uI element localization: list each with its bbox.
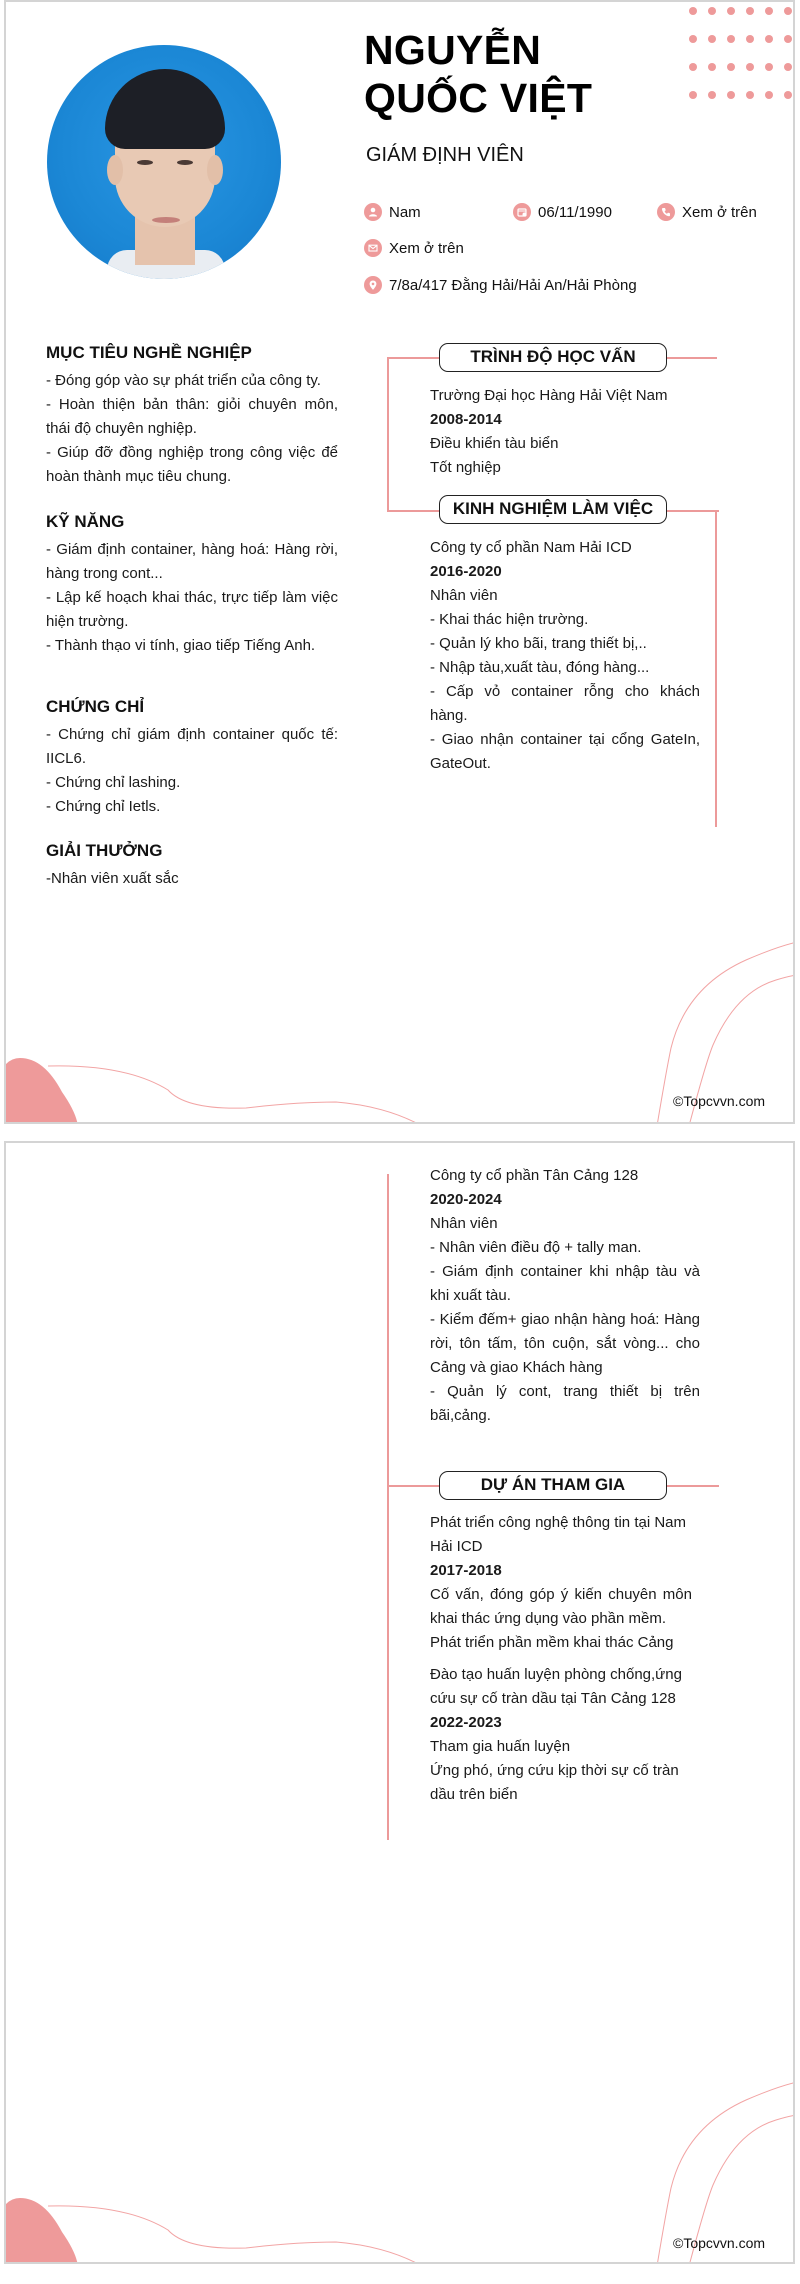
project-name: Đào tạo huấn luyện phòng chống,ứng cứu sự cố tràn dầu tại Tân Cảng 128 <box>430 1666 682 1707</box>
education-status: Tốt nghiệp <box>430 459 501 476</box>
cv-page-1 <box>4 0 795 1124</box>
job-duty: - Giám định container khi nhập tàu và khi xuất tàu. <box>430 1263 700 1304</box>
project-period: 2022-2023 <box>430 1714 502 1731</box>
objective-line: - Giúp đỡ đồng nghiệp trong công việc để hoàn thành mục tiêu chung. <box>46 444 338 485</box>
certificate-line: - Chứng chỉ lashing. <box>46 774 181 791</box>
contact-birthday: 06/11/1990 <box>513 203 612 221</box>
job-duty: - Khai thác hiện trường. <box>430 611 589 628</box>
project-role: Cố vấn, đóng góp ý kiến chuyên môn khai thác ứng dụng vào phần mềm. <box>430 1586 692 1627</box>
job-period: 2020-2024 <box>430 1191 502 1208</box>
contact-address: 7/8a/417 Đằng Hải/Hải An/Hải Phòng <box>364 276 637 294</box>
job-title: GIÁM ĐỊNH VIÊN <box>366 144 524 166</box>
skill-line: - Giám định container, hàng hoá: Hàng rời, hàng trong cont... <box>46 541 338 582</box>
education-period: 2008-2014 <box>430 411 502 428</box>
job-duty: - Cấp vỏ container rỗng cho khách hàng. <box>430 683 700 724</box>
experience-heading: KINH NGHIỆM LÀM VIỆC <box>439 495 667 524</box>
decorative-curves <box>6 1143 795 2264</box>
project-description: Ứng phó, ứng cứu kịp thời sự cố tràn dầu trên biển <box>430 1762 679 1803</box>
projects-heading: DỰ ÁN THAM GIA <box>439 1471 667 1500</box>
project-description: Phát triển phần mềm khai thác Cảng <box>430 1634 674 1651</box>
section-heading: KỸ NĂNG <box>46 512 125 531</box>
objective-line: - Đóng góp vào sự phát triển của công ty. <box>46 372 321 389</box>
project-period: 2017-2018 <box>430 1562 502 1579</box>
education-heading: TRÌNH ĐỘ HỌC VẤN <box>439 343 667 372</box>
section-heading: MỤC TIÊU NGHỀ NGHIỆP <box>46 343 252 362</box>
section-heading: GIẢI THƯỞNG <box>46 841 163 860</box>
education-major: Điều khiển tàu biển <box>430 435 559 452</box>
job-duty: - Kiểm đếm+ giao nhận hàng hoá: Hàng rời, tôn tấm, tôn cuộn, sắt vòng... cho Cảng và giao Khách hàng <box>430 1311 700 1376</box>
job-duty: - Quản lý kho bãi, trang thiết bị,.. <box>430 635 647 652</box>
decorative-curves <box>6 2 795 1124</box>
job-duty: - Quản lý cont, trang thiết bị trên bãi,cảng. <box>430 1383 700 1424</box>
job-position: Nhân viên <box>430 1215 498 1232</box>
skill-line: - Lập kế hoạch khai thác, trực tiếp làm việc hiện trường. <box>46 589 338 630</box>
candidate-name: NGUYỄN QUỐC VIỆT <box>364 27 593 121</box>
skill-line: - Thành thạo vi tính, giao tiếp Tiếng Anh. <box>46 637 316 654</box>
project-role: Tham gia huấn luyện <box>430 1738 571 1755</box>
objective-line: - Hoàn thiện bản thân: giỏi chuyên môn, thái độ chuyên nghiệp. <box>46 396 338 437</box>
award-line: -Nhân viên xuất sắc <box>46 870 179 887</box>
job-duty: - Nhập tàu,xuất tàu, đóng hàng... <box>430 659 650 676</box>
project-name: Phát triển công nghệ thông tin tại Nam Hải ICD <box>430 1514 686 1555</box>
job-duty: - Nhân viên điều độ + tally man. <box>430 1239 642 1256</box>
certificate-line: - Chứng chỉ Ietls. <box>46 798 161 815</box>
certificate-line: - Chứng chỉ giám định container quốc tế: IICL6. <box>46 726 338 767</box>
contact-phone: Xem ở trên <box>657 203 757 221</box>
section-heading: CHỨNG CHỈ <box>46 697 145 716</box>
copyright-text: ©Topcvvn.com <box>673 2235 766 2251</box>
company-name: Công ty cổ phần Tân Cảng 128 <box>430 1167 639 1184</box>
copyright-text: ©Topcvvn.com <box>673 1093 766 1109</box>
job-period: 2016-2020 <box>430 563 502 580</box>
school-name: Trường Đại học Hàng Hải Việt Nam <box>430 387 668 404</box>
company-name: Công ty cổ phần Nam Hải ICD <box>430 539 632 556</box>
cv-page-2 <box>4 1141 795 2264</box>
contact-gender: Nam <box>364 203 421 221</box>
job-duty: - Giao nhận container tại cổng GateIn, GateOut. <box>430 731 700 772</box>
job-position: Nhân viên <box>430 587 498 604</box>
contact-email: Xem ở trên <box>364 239 464 257</box>
